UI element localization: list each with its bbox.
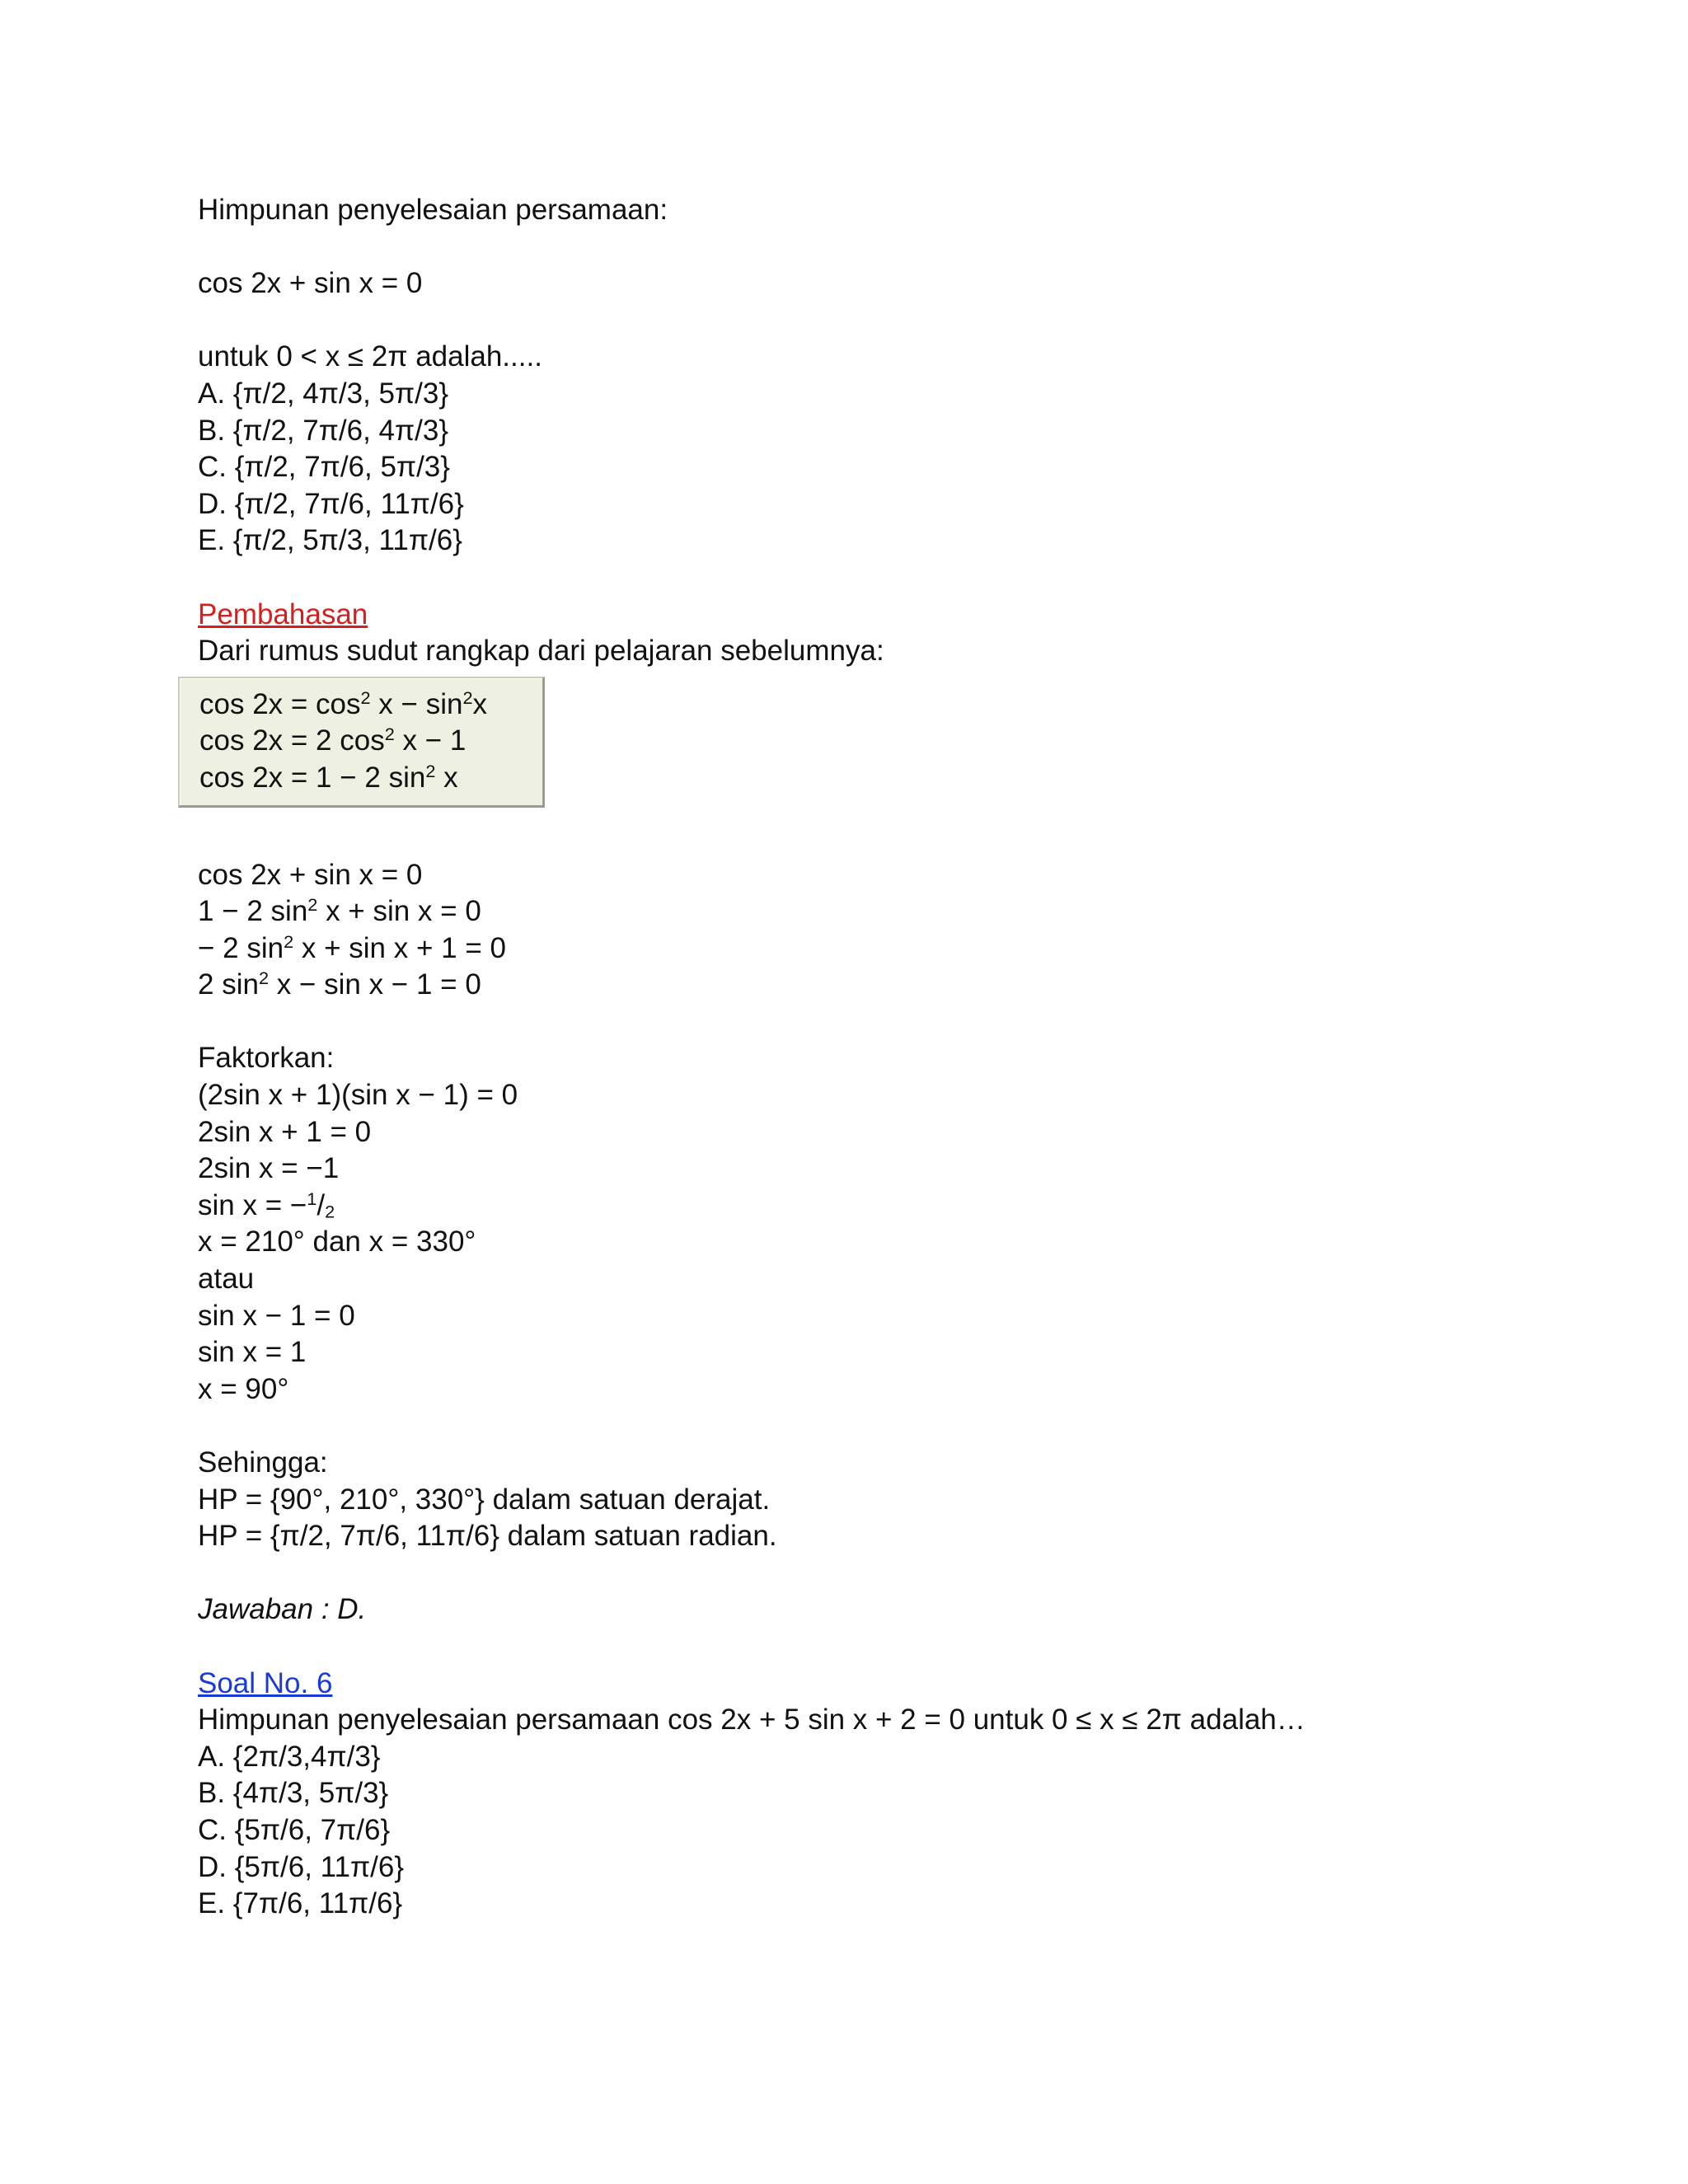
factor-step-8: x = 90° (198, 1372, 289, 1405)
answer-text: Jawaban : D. (198, 1593, 367, 1626)
formula-line-2: cos 2x = 2 $\cos^2 x - 1$ (199, 724, 467, 757)
factor-step-4: $\sin x = -^1/_2$ (198, 1188, 335, 1222)
step-2: 1 − 2 $\sin^2 x + \sin x = 0$ (198, 894, 481, 928)
hp-degrees: HP = {90°, 210°, 330°} dalam satuan derajat. (198, 1483, 771, 1516)
problem5-equation: cos 2x + sin x = 0 (198, 267, 423, 300)
formula-line-3: cos 2x = 1 − 2 $\sin^2 x$ (199, 760, 458, 794)
problem5-option-c: C. {π/2, 7π/6, 5π/3} (198, 451, 450, 484)
problem6-question: Himpunan penyelesaian persamaan cos 2x + 5 sin x + 2 = 0 untuk 0 ≤ x ≤ 2π adalah… (198, 1704, 1306, 1736)
problem6-option-d: D. {5π/6, 11π/6} (198, 1850, 405, 1883)
formula-line-1: $\cos 2x = \cos^2 x - \sin^2x$ (199, 687, 487, 720)
document-content (198, 192, 1517, 1923)
problem5-option-e: E. {π/2, 5π/3, 11π/6} (198, 524, 462, 557)
problem6-option-a: A. {2π/3,4π/3} (198, 1740, 381, 1773)
factor-step-2: 2sin x + 1 = 0 (198, 1115, 372, 1148)
so-label: Sehingga: (198, 1446, 328, 1479)
double-angle-formula-box (178, 677, 545, 808)
problem6-option-e: E. {7π/6, 11π/6} (198, 1887, 403, 1920)
problem5-option-a: A. {π/2, 4π/3, 5π/3} (198, 377, 449, 410)
problem5-option-b: B. {π/2, 7π/6, 4π/3} (198, 414, 449, 447)
factor-label: Faktorkan: (198, 1042, 335, 1075)
step-3: − 2 $\sin^2 x + \sin x + 1 = 0$ (198, 930, 506, 964)
soal-no-6-link[interactable]: Soal No. 6 (198, 1666, 333, 1699)
problem5-option-d: D. {π/2, 7π/6, 11π/6} (198, 487, 464, 520)
problem6-option-c: C. {5π/6, 7π/6} (198, 1813, 391, 1846)
or-label: atau (198, 1263, 255, 1296)
discussion-intro: Dari rumus sudut rangkap dari pelajaran sebelumnya: (198, 635, 884, 668)
step-4: 2 $\sin^2 x - \sin x - 1 = 0$ (198, 968, 481, 1001)
pembahasan-link[interactable]: Pembahasan (198, 598, 368, 630)
problem5-intro: Himpunan penyelesaian persamaan: (198, 194, 668, 226)
problem6-option-b: B. {4π/3, 5π/3} (198, 1777, 389, 1810)
factor-step-7: sin x = 1 (198, 1336, 307, 1369)
factor-step-6: sin x − 1 = 0 (198, 1299, 355, 1332)
factor-step-3: 2sin x = −1 (198, 1152, 340, 1185)
factor-step-5: x = 210° dan x = 330° (198, 1226, 476, 1258)
hp-radians: HP = {π/2, 7π/6, 11π/6} dalam satuan radian. (198, 1520, 777, 1553)
factor-step-1: (2sin x + 1)(sin x − 1) = 0 (198, 1079, 518, 1112)
problem5-domain: untuk 0 < x ≤ 2π adalah..... (198, 340, 542, 373)
step-1: cos 2x + sin x = 0 (198, 858, 423, 891)
